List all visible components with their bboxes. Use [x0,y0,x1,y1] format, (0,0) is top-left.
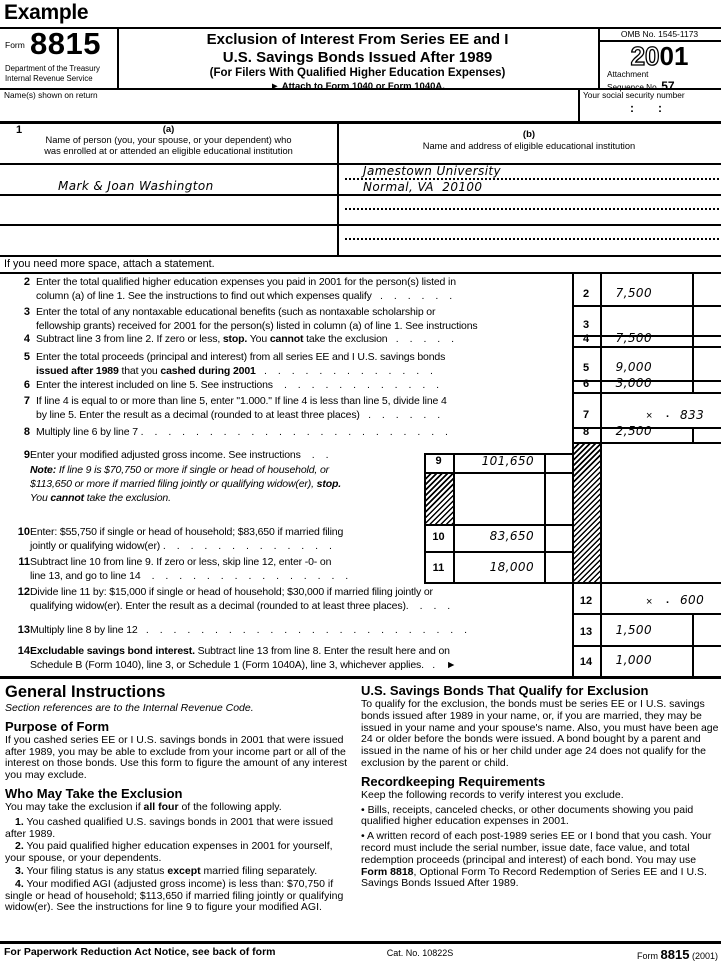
form-title-line1: Exclusion of Interest From Series EE and I [206,31,509,48]
line-9-note-3: You cannot take the exclusion. [30,492,171,504]
ssn-label: Your social security number [583,90,685,100]
rule-v [544,453,546,582]
rule-h [572,305,721,307]
instructions-right-column [361,683,719,893]
line-4-text: Subtract line 3 from line 2. If zero or less, stop. You cannot take the exclusion . . . . . [36,333,454,345]
purpose-text: If you cashed series EE or I U.S. savings bonds in 2001 that were issued after 1989, you may be able to exclude from your income part or all of the interest on those bonds. Use this form to figure the amount of any interest you may exclude. [5,733,348,782]
sequence-label: Sequence No. 57 [607,79,675,93]
rule-h [424,524,572,526]
line-12-amount[interactable]: 600 [680,593,705,607]
rule-h [572,392,721,394]
tax-year [598,41,721,72]
line-10-number: 10 [17,526,30,538]
who-item-1: 1. You cashed qualified U.S. savings bonds in 2001 that were issued after 1989. [5,815,334,840]
line-3-text-2: fellowship grants) received for 2001 for the person(s) listed in column (a) of line 1. See instructions [36,320,478,332]
rule-h [0,255,721,257]
box-9-label: 9 [435,455,442,467]
rule-h [0,676,721,679]
entry-person-name[interactable]: Mark & Joan Washington [58,179,214,193]
general-instructions-heading: General Instructions [5,683,166,701]
line-4-amount[interactable]: 7,500 [615,331,652,345]
box-5-label: 5 [582,362,590,374]
rule-v [692,427,694,442]
box-3-label: 3 [582,319,590,331]
line-7-text-2: by line 5. Enter the result as a decimal (rounded to at least three places) . . . . . . [36,409,441,421]
footer-form-id [600,947,718,962]
tax-year-bold: 01 [659,41,689,71]
box-2-label: 2 [582,288,590,300]
paperwork-notice: For Paperwork Reduction Act Notice, see back of form [4,946,276,958]
rule-h [572,346,721,348]
purpose-of-form-heading: Purpose of Form [5,718,110,734]
who-item-4: 4. Your modified AGI (adjusted gross income) is less than: $70,750 if single or head of household; $113,650 if married filing jointly or qualifying widow(er). See the instructions for line 9 to figure your modified AGI. [5,877,344,914]
col-b-header: Name and address of eligible educational institution [422,141,636,151]
footer-form-year: (2001) [691,951,718,961]
line-9-amount[interactable]: 101,650 [481,454,534,468]
form-title-block [119,31,596,92]
line-12-decimal-point: . [666,594,670,606]
recordkeeping-bullet-2: • A written record of each post-1989 series EE or I bond that you cash. Your record must include the serial number, issue date, face value, and total redemption proceeds (principal and interest) of each bond. You may use Form 8818, Optional Form To Record Redemption of Series EE and I U.S. Savings Bonds Issued After 1989. [361,830,712,890]
tax-year-outline: 20 [630,41,660,71]
line-8-amount[interactable]: 2,500 [615,424,652,438]
footer-form-number: 8815 [660,947,690,962]
box-10-label: 10 [432,531,445,543]
write-line[interactable] [345,208,719,210]
line-12-multiply-sign: × [646,596,653,608]
line-9-note-2: $113,650 or more if married filing jointly or qualifying widow(er), stop. [30,478,341,490]
line-3-number: 3 [23,306,30,318]
box-8-label: 8 [582,426,590,438]
entry-institution-name[interactable]: Jamestown University [363,164,502,178]
line-2-amount[interactable]: 7,500 [615,286,652,300]
rule-h [424,551,572,553]
line-5-number: 5 [23,351,30,363]
rule-h [0,941,721,944]
write-line[interactable] [345,178,719,180]
line-14-text-2: Schedule B (Form 1040), line 3, or Schedule 1 (Form 1040A), line 3, whichever applies. . ► [30,659,457,671]
line-6-text: Enter the interest included on line 5. See instructions . . . . . . . . . . . . [36,379,439,391]
who-item-3: 3. Your filing status is any status except married filing separately. [15,864,318,877]
sequence-number: 57 [661,79,675,93]
line-4-number: 4 [23,333,30,345]
recordkeeping-bullet-1: • Bills, receipts, canceled checks, or other documents showing you paid qualified higher education expenses in 2001. [361,803,694,828]
who-intro: You may take the exclusion if all four of the following apply. [5,800,282,813]
line-3-text-1: Enter the total of any nontaxable educational benefits (such as nontaxable scholarship or [36,306,436,318]
ssn-field[interactable]: :: [630,101,686,115]
form-subtitle: (For Filers With Qualified Higher Education Expenses) [209,67,506,80]
rule-v [692,613,694,676]
section-references: Section references are to the Internal Revenue Code. [5,702,254,714]
line-9-number: 9 [23,449,30,461]
line-5-text-2: issued after 1989 that you cashed during 2001 . . . . . . . . . . . . . [36,365,433,377]
line-2-text-2: column (a) of line 1. See the instructions to find out which expenses qualify . . . . . . [36,290,452,302]
line-6-number: 6 [23,379,30,391]
line-14-text-1: Excludable savings bond interest. Subtract line 13 from line 8. Enter the result here and on [30,645,450,657]
line-11-text-2: line 13, and go to line 14 . . . . . . . . . . . . . . . [30,570,349,582]
line-9-text: Enter your modified adjusted gross income. See instructions . . [30,449,329,461]
rule-h [572,613,721,615]
box-12-label: 12 [579,595,593,607]
rule-v [692,272,694,392]
rule-v [578,88,580,121]
recordkeeping-heading: Recordkeeping Requirements [361,773,546,789]
entry-institution-address[interactable]: Normal, VA 20100 [363,180,483,194]
more-space-note: If you need more space, attach a statement. [4,258,215,270]
recordkeeping-intro: Keep the following records to verify interest you exclude. [361,788,624,801]
col-a-header-line1: Name of person (you, your spouse, or your dependent) who [45,135,292,145]
form-number: 8815 [30,26,101,61]
line-7-amount[interactable]: 833 [680,408,705,422]
bonds-qualify-heading: U.S. Savings Bonds That Qualify for Exclusion [361,683,649,698]
line-14-number: 14 [17,645,30,657]
col-a-letter: (a) [162,124,175,135]
attach-note: ► Attach to Form 1040 or Form 1040A. [270,80,445,92]
line-13-number: 13 [17,624,30,636]
line-8-text: Multiply line 6 by line 7 . . . . . . . . . . . . . . . . . . . . . . . [36,426,448,438]
line-7-decimal-point: . [666,408,670,420]
line1-number: 1 [16,124,23,136]
line-7-multiply-sign: × [646,410,653,422]
rule-h [0,272,721,274]
example-label: Example [4,1,89,24]
line-7-text-1: If line 4 is equal to or more than line 5, enter "1.000." If line 4 is less than line 5, divide line 4 [36,395,447,407]
line-12-text-2: qualifying widow(er). Enter the result as a decimal (rounded to at least three places). . . . [30,600,451,612]
who-may-take-heading: Who May Take the Exclusion [5,785,183,801]
line-6-amount[interactable]: 3,000 [615,376,652,390]
rule-h [572,645,721,647]
rule-v [453,453,455,582]
omb-number: OMB No. 1545-1173 [620,29,699,39]
footer-form-word: Form [637,951,659,961]
col-b-letter: (b) [522,129,536,140]
who-item-2: 2. You paid qualified higher education expenses in 2001 for yourself, your spouse, or your dependents. [5,840,333,865]
line-5-text-1: Enter the total proceeds (principal and interest) from all series EE and I U.S. savings bonds [36,351,446,363]
line-7-number: 7 [23,395,30,407]
line-5-amount[interactable]: 9,000 [615,360,652,374]
form-word: Form [5,40,25,50]
rule-h [0,224,721,226]
rule-h [0,163,721,165]
line-11-amount[interactable]: 18,000 [489,560,534,574]
hatched-area [574,444,600,582]
line-10-text-1: Enter: $55,750 if single or head of household; $83,650 if married filing [30,526,344,538]
write-line[interactable] [345,238,719,240]
col-a-header-line2: was enrolled at or attended an eligible educational institution [44,146,293,156]
line-9-note-1: Note: If line 9 is $70,750 or more if single or head of household, or [30,464,329,476]
box-7-label: 7 [582,409,590,421]
form-title-line2: U.S. Savings Bonds Issued After 1989 [222,48,493,66]
line-2-text-1: Enter the total qualified higher education expenses you paid in 2001 for the person(s) listed in [36,276,456,288]
attachment-label: Attachment [607,70,649,79]
dept-irs: Internal Revenue Service [5,74,93,83]
line-10-text-2: jointly or qualifying widow(er) . . . . . . . . . . . . . [30,540,332,552]
box-4-label: 4 [582,333,590,345]
bonds-qualify-text: To qualify for the exclusion, the bonds must be series EE or I U.S. savings bonds issued after 1989 in your name, or, if you are married, they may be issued in your name and your spouse's name. Also, you must have been age 24 or older before the bonds were issued. A bond bought by a parent and issued in the name of his or her child under age 24 does not qualify for the exclusion by the parent or child. [361,698,719,769]
line-2-number: 2 [23,276,30,288]
line-13-text: Multiply line 8 by line 12 . . . . . . . . . . . . . . . . . . . . . . . . [30,624,467,636]
line-12-text-1: Divide line 11 by: $15,000 if single or head of household; $30,000 if married filing jointly or [30,586,433,598]
line-10-amount[interactable]: 83,650 [489,529,534,543]
line-14-amount[interactable]: 1,000 [615,653,652,667]
line-13-amount[interactable]: 1,500 [615,623,652,637]
box-14-label: 14 [579,656,593,668]
instructions-left-column [5,683,355,915]
box-6-label: 6 [582,378,590,390]
hatched-area [426,474,453,524]
line-11-number: 11 [18,556,30,568]
line-11-text-1: Subtract line 10 from line 9. If zero or less, skip line 12, enter -0- on [30,556,332,568]
box-11-label: 11 [432,562,445,574]
line-8-number: 8 [23,426,30,438]
catalog-number: Cat. No. 10822S [386,948,454,958]
rule-h [0,194,721,196]
box-13-label: 13 [579,626,593,638]
name-on-return-label: Name(s) shown on return [4,90,98,100]
dept-treasury: Department of the Treasury [5,64,100,73]
line-12-number: 12 [17,586,30,598]
